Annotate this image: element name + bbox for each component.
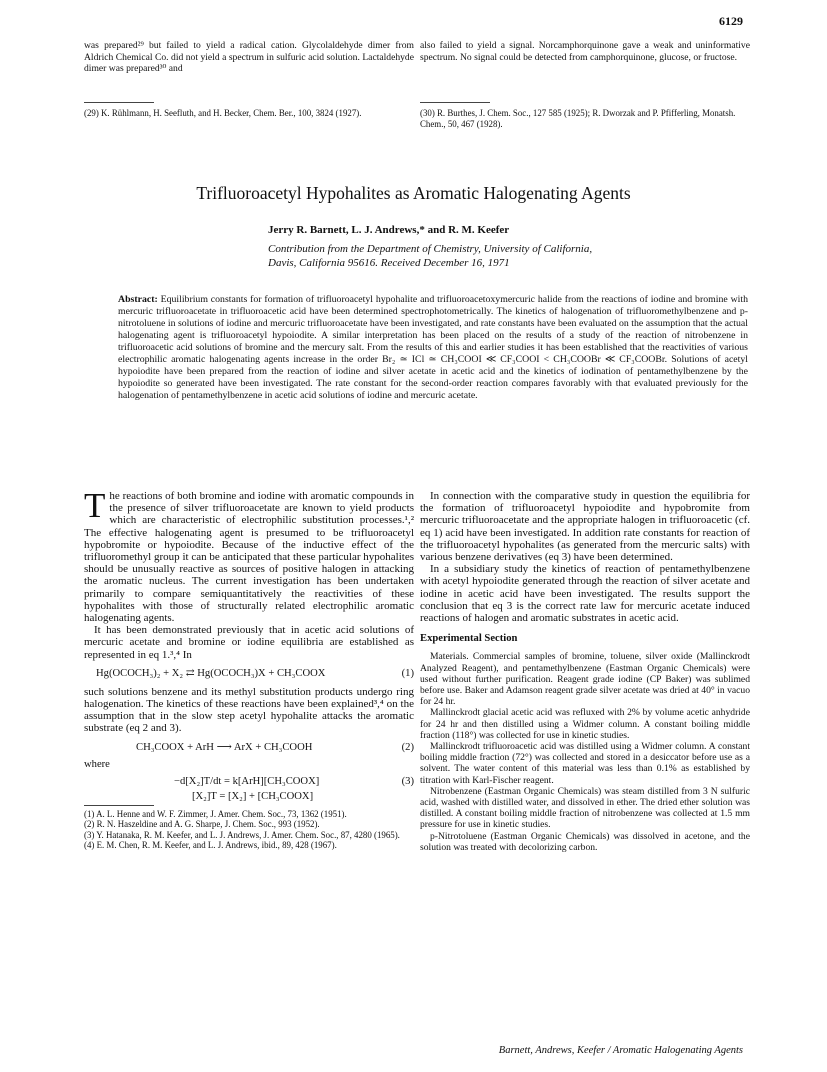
reference-item: (1) A. L. Henne and W. F. Zimmer, J. Amer. Chem. Soc., 73, 1362 (1951). xyxy=(84,808,347,819)
right-paragraph-1: In connection with the comparative study in question the equilibria for the formation of trifluoroacetyl hypoiodite and hypobromite from mercuric trifluoroacetate and the appropriate halogen in trifluoroacetic (cf. eq 1) acid have been investigated. In addition rate constants for reaction of the trifluoroacetyl hypohalites (as generated from the mercuric salts) with various benzene derivatives (eq 3) have been determined. xyxy=(420,490,750,564)
abstract xyxy=(118,294,748,402)
affiliation-line-1: Contribution from the Department of Chemistry, University of California, xyxy=(268,243,593,255)
reference-item: (2) R. N. Haszeldine and A. G. Sharpe, J. Chem. Soc., 993 (1952). xyxy=(84,819,320,830)
equation-2 xyxy=(136,741,414,754)
experimental-paragraph: p-Nitrotoluene (Eastman Organic Chemicals) was dissolved in acetone, and the solution was treated with decolorizing carbon. xyxy=(420,830,750,853)
previous-article-right-text: also failed to yield a signal. Norcamphorquinone gave a weak and uninformative spectrum. No signal could be detected from camphorquinone, glucose, or fructose. xyxy=(420,40,750,63)
footnote-rule xyxy=(84,805,154,806)
affiliation xyxy=(268,242,592,270)
abstract-text: Equilibrium constants for formation of trifluoroacetyl hypohalite and trifluoroacetoxymercuric halide from the reactions of iodine and bromine with mercuric trifluoroacetate in trifluoroacetic acid have been determined spectrophotometrically. The kinetics of halogenation of trifluoromethylbenzene and p-nitrotoluene in solutions of iodine and mercuric trifluoroacetate have been investigated, and rate constants have been evaluated on the assumption that the actual halogenating agent is trifluoroacetyl hypoiodite. A similar interpretation has been placed on the results of a study of the reaction of nitrobenzene in trifluoroacetic acid solutions of bromine and the mercury salt. From the results of this and earlier studies it has been established that the reactivities of various electrophilic aromatic halogenating agents increase in the order Br₂ ≃ ICl ≃ CH₃COOI ≪ CF₃COOI < CH₃COOBr ≪ CF₃COOBr. Solutions of acetyl hypoiodite have been prepared from the reaction of iodine and silver acetate in acetic acid and the kinetics of iodination of pentamethylbenzene by the hypoiodite so generated have been investigated. The rate constant for the second-order reaction compares favorably with that evaluated previously for the halogenation of pentamethylbenzene in acetic acid solutions of iodine and mercuric acetate. xyxy=(118,294,748,401)
previous-footnote-30: (30) R. Burthes, J. Chem. Soc., 127 585 (1925); R. Dworzak and P. Pfifferling, Monatsh. Chem., 50, 467 (1928). xyxy=(420,108,736,129)
right-column xyxy=(420,490,750,853)
intro-paragraph-1 xyxy=(84,486,414,625)
drop-cap: T xyxy=(84,486,106,525)
previous-article-left-text: was prepared²⁹ but failed to yield a radical cation. Glycolaldehyde dimer from Aldrich Chemical Co. did not yield a spectrum in sulfuric acid solution. Lactaldehyde dimer was prepared³⁰ and xyxy=(84,40,414,74)
experimental-paragraph: Nitrobenzene (Eastman Organic Chemicals) was steam distilled from 3 N sulfuric acid, washed with distilled water, and dissolved in ether. The dried ether solution was distilled. A constant boiling middle fraction of nitrobenzene was collected at 1.5 mm pressure for use in kinetic studies. xyxy=(420,785,750,831)
equation-1-number: (1) xyxy=(401,667,414,679)
previous-footnote-29: (29) K. Rühlmann, H. Seefluth, and H. Becker, Chem. Ber., 100, 3824 (1927). xyxy=(84,108,362,118)
right-paragraph-2: In a subsidiary study the kinetics of reaction of pentamethylbenzene with acetyl hypoiodite generated through the reaction of silver acetate and iodine in acetic acid have been investigated. The results support the conclusion that eq 3 is the correct rate law for mercuric acetate induced reactions of halogen and aromatic substrates in acetic acid. xyxy=(420,563,750,625)
reference-item: (3) Y. Hatanaka, R. M. Keefer, and L. J. Andrews, J. Amer. Chem. Soc., 87, 4280 (1965). xyxy=(84,829,400,840)
footnote-rule xyxy=(84,102,154,103)
article-title: Trifluoroacetyl Hypohalites as Aromatic Halogenating Agents xyxy=(196,183,631,203)
equation-3-total: [X₂]T = [X₂] + [CH₃COOX] xyxy=(192,790,314,802)
references xyxy=(84,809,414,851)
experimental-paragraph: Mallinckrodt glacial acetic acid was refluxed with 2% by volume acetic anhydride for 24 hr and then distilled using a Widmer column. A constant boiling middle fraction (118°) was collected for use in kinetic studies. xyxy=(420,707,750,741)
intro-paragraph-3: such solutions benzene and its methyl substitution products undergo ring halogenation. The kinetics of these reactions have been explained³,⁴ on the assumption that in the slow step acetyl hypohalite attacks the aromatic substrate (eq 2 and 3). xyxy=(84,685,414,735)
experimental-paragraph: Materials. Commercial samples of bromine, toluene, silver oxide (Mallinckrodt Analyzed Reagent), and pentamethylbenzene (Eastman Organic Chemicals) were used without further purification. Reagent grade iodine (CP Baker) was sublimed before use. Baker and Adamson reagent grade silver acetate was dried at 40° in vacuo for 24 hr. xyxy=(420,651,750,708)
equation-1 xyxy=(96,667,414,680)
equation-1-text: Hg(OCOCH₃)₂ + X₂ ⇄ Hg(OCOCH₃)X + CH₃COOX xyxy=(96,667,326,679)
equation-3-number: (3) xyxy=(401,775,414,787)
experimental-section xyxy=(420,651,750,853)
running-footer: Barnett, Andrews, Keefer / Aromatic Halogenating Agents xyxy=(498,1045,743,1056)
reference-item: (4) E. M. Chen, R. M. Keefer, and L. J. Andrews, ibid., 89, 428 (1967). xyxy=(84,840,337,851)
authors: Jerry R. Barnett, L. J. Andrews,* and R. M. Keefer xyxy=(268,224,510,236)
equation-2-number: (2) xyxy=(401,741,414,753)
abstract-label: Abstract: xyxy=(118,294,158,305)
page-number: 6129 xyxy=(719,14,743,28)
equation-3 xyxy=(174,775,414,788)
where-label: where xyxy=(84,758,110,770)
left-column xyxy=(84,486,414,851)
intro-paragraph-2: It has been demonstrated previously that in acetic acid solutions of mercuric acetate and bromine or iodine equilibria are established as represented in eq 1.³,⁴ In xyxy=(84,624,414,661)
section-heading: Experimental Section xyxy=(420,633,518,645)
equation-3-rate: −d[X₂]T/dt = k[ArH][CH₃COOX] xyxy=(174,775,320,787)
experimental-paragraph: Mallinckrodt trifluoroacetic acid was distilled using a Widmer column. A constant boiling middle fraction (72°) was collected and stored in a desiccator before use as a solvent. The water content of this material was less than 0.1% as established by titration with Karl-Fischer reagent. xyxy=(420,741,750,786)
footnote-rule xyxy=(420,102,490,103)
affiliation-line-2: Davis, California 95616. Received December 16, 1971 xyxy=(268,257,510,269)
equation-2-text: CH₃COOX + ArH ⟶ ArX + CH₃COOH xyxy=(136,741,313,753)
intro-paragraph-1-text: he reactions of both bromine and iodine with aromatic compounds in the presence of silver trifluoroacetate are known to yield products which are characteristic of electrophilic substitution processes.¹,² The effective halogenating agent is presumed to be trifluoroacetyl hypobromite or hypoiodite. Because of the inductive effect of the trifluoromethyl group it can be anticipated that these particular hypohalites should be unusually reactive as sources of positive halogen in attacking the aromatic nucleus. The current investigation has been undertaken primarily to compare semiquantitatively the reactivities of these hypohalites with those of structurally related electrophilic aromatic halogenating agents. xyxy=(84,490,414,625)
